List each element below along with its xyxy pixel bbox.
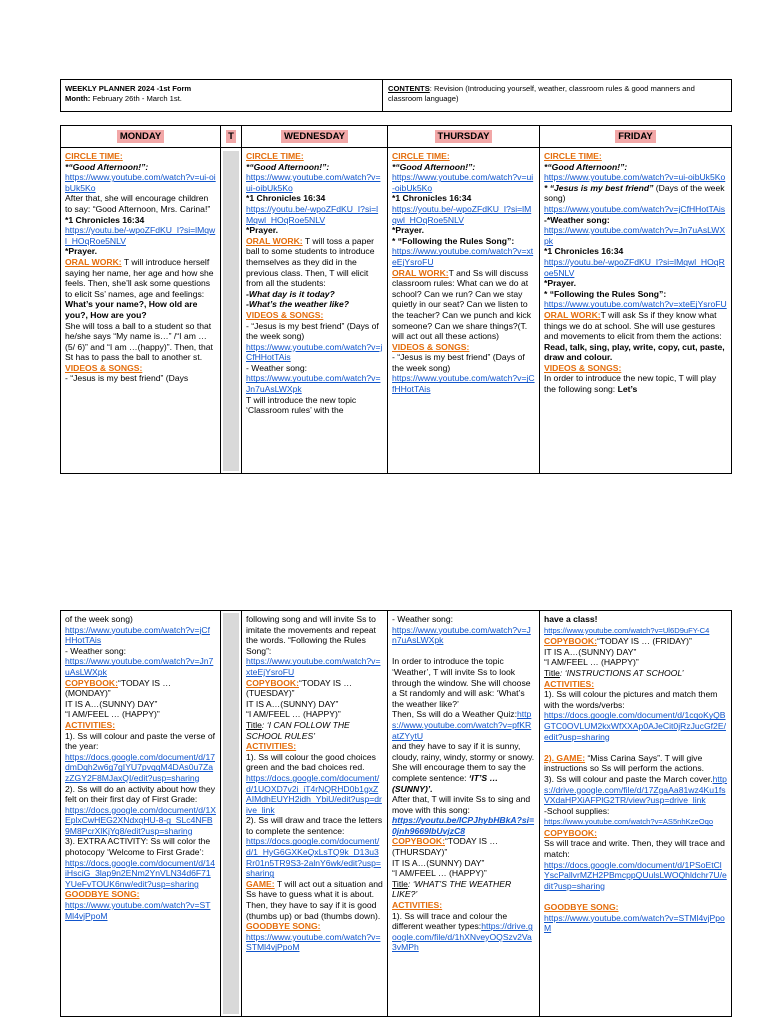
hyperlink[interactable]: https://youtu.be/-wpoZFdKU_I?si=lMqwl_HOqRoe5NLV [544, 256, 725, 278]
line [544, 679, 727, 690]
hyperlink[interactable]: https://www.youtube.com/watch?v=ui-oibUk5Ko [544, 172, 726, 183]
line [65, 225, 216, 246]
line [65, 246, 216, 257]
line [544, 806, 727, 817]
line [65, 646, 216, 657]
line [246, 299, 383, 310]
line [246, 678, 383, 699]
line [246, 773, 383, 815]
bold-text: What’s your name?, How old are you?, How are you? [65, 299, 198, 320]
hyperlink[interactable]: https://www.youtube.com/watch?v=xteEjYsroFU [392, 246, 534, 267]
line [65, 731, 216, 752]
hyperlink[interactable]: https://www.youtube.com/watch?v=Jn7uAsLWXpk [392, 624, 531, 646]
column-thursday-cont [388, 611, 540, 1016]
body-text: 3). EXTRA ACTIVITY: Ss will color the photocopy ‘Welcome to First Grade’: [65, 836, 211, 858]
hyperlink[interactable]: https://www.youtube.com/watch?v=ui-oibUk5Ko [65, 172, 216, 193]
body-text: 2). Ss will draw and trace the letters to complete the sentence: [246, 815, 383, 836]
line [392, 172, 535, 193]
body-text: In order to introduce the topic ‘Weather’, T will invite Ss to look through the window. She will choose a St randomly and will ask: ‘What’s the weather like?’ [392, 656, 531, 709]
line [65, 752, 216, 784]
line [246, 752, 383, 773]
hyperlink[interactable]: https://youtu.be/-wpoZFdKU_I?si=lMqwl_HOqRoe5NLV [246, 203, 379, 225]
bold-text: Read, talk, sing, play, write, copy, cut, paste, draw and colour. [544, 341, 725, 363]
line [392, 352, 535, 373]
body-text: 3). Ss will colour and paste the March cover. [544, 773, 713, 784]
section-heading: VIDEOS & SONGS: [65, 362, 143, 373]
line [65, 172, 216, 193]
line [65, 709, 216, 720]
section-heading: COPYBOOK: [392, 836, 445, 847]
bold-text: * “Following the Rules Song”: [392, 235, 515, 246]
column-wednesday [242, 126, 388, 473]
bold-text: have a class! [544, 614, 598, 624]
column-friday-cont [540, 611, 731, 1016]
day-header-wednesday: WEDNESDAY [242, 126, 387, 148]
column-wednesday-cont [242, 611, 388, 1016]
line [246, 321, 383, 342]
line [65, 720, 216, 731]
body-text: 1). Ss will colour the good choices green and the bad choices red. [246, 751, 376, 773]
contents-text: : Revision (Introducing yourself, weather, classroom rules & good manners and classroom language) [388, 84, 695, 103]
hyperlink[interactable]: https://www.youtube.com/watch?v=AS5nhKzeOqo [544, 817, 714, 827]
cell-wednesday-cont [242, 611, 387, 956]
hyperlink[interactable]: https://www.youtube.com/watch?v=STMl4vjPpoM [544, 912, 725, 934]
contents-label: CONTENTS [388, 84, 430, 93]
line [544, 278, 727, 289]
body-text: IT IS A…(SUNNY) DAY” [65, 698, 158, 709]
line [544, 636, 727, 647]
section-heading: VIDEOS & SONGS: [246, 309, 324, 320]
section-heading: ACTIVITIES: [65, 719, 116, 730]
line [246, 656, 383, 677]
line [246, 395, 383, 416]
section-heading: CIRCLE TIME: [65, 151, 123, 161]
line [65, 699, 216, 710]
body-text: (Days of the week song) [544, 182, 725, 204]
body-text: T will ask Ss if they know what things we do at school. She will use gestures and movements to elicit from them the actions: [544, 309, 722, 342]
line [246, 289, 383, 300]
line [65, 257, 216, 321]
line [544, 246, 727, 257]
body-text: “I AM/FEEL … (HAPPY)” [544, 657, 639, 668]
line [246, 172, 383, 193]
line [246, 921, 383, 932]
section-heading: COPYBOOK: [246, 677, 299, 688]
hyperlink[interactable]: https://docs.google.com/document/d/1UOXD7v2i_iT4rNQRHD0b1gxZAIMdhEUYH2idh_YbiU/edit?usp=drive_link [246, 772, 382, 815]
hyperlink[interactable]: https://youtu.be/-wpoZFdKU_I?si=lMqwl_HOqRoe5NLV [392, 203, 532, 225]
shaded-column [223, 151, 239, 471]
column-monday-cont [61, 611, 221, 1016]
line [392, 709, 535, 741]
body-text: -School supplies: [544, 805, 610, 816]
hyperlink[interactable]: https://docs.google.com/document/d/1cqoKyQBGTC0OVLUM2kxWfXXAp0AJeCit0jRzJucGf2E/edit?usp=sharing [544, 710, 726, 742]
line [65, 784, 216, 805]
title-label: Title [392, 878, 408, 889]
line [544, 902, 727, 913]
day-header-t: T [221, 126, 241, 148]
line [246, 932, 383, 953]
body-text: - “Jesus is my best friend” (Days of the week song) [246, 320, 379, 342]
hyperlink[interactable]: https://docs.google.com/document/d/1XEplxCwHEG2XNdxqHU-8-g_SLc4NFB9M8PcrXlKjYq8/edit?usp=sharing [65, 804, 216, 836]
title-text: : ‘WHAT’S THE WEATHER LIKE?’ [392, 878, 512, 900]
shaded-column-cont [223, 613, 239, 1014]
line [392, 794, 535, 815]
line [392, 614, 535, 625]
planner-title: WEEKLY PLANNER 2024 -1st Form [65, 84, 192, 93]
line [544, 891, 727, 902]
bold-text: ‘IT’S … (SUNNY)’. [392, 772, 499, 794]
section-heading: GOODBYE SONG: [65, 889, 140, 900]
line [65, 193, 216, 214]
cell-thursday [388, 148, 539, 398]
line [65, 321, 216, 363]
body-text: IT IS A…(SUNNY) DAY” [392, 857, 485, 868]
line [65, 858, 216, 890]
body-text: Then, Ss will do a Weather Quiz: [392, 709, 517, 720]
line [544, 204, 727, 215]
section-heading: CIRCLE TIME: [392, 151, 450, 161]
line [65, 805, 216, 837]
line [392, 236, 535, 247]
hyperlink[interactable]: https://www.youtube.com/watch?v=STMl4vjPpoM [65, 900, 211, 921]
bold-text: *1 Chronicles 16:34 [65, 214, 145, 225]
line [544, 647, 727, 658]
line [65, 836, 216, 857]
body-text: T will introduce herself saying her name, her age and how she feels. Then, she’ll ask some questions to elicit Ss’ names, age and feelings: [65, 256, 214, 299]
bold-text: *1 Chronicles 16:34 [544, 246, 624, 257]
line [246, 193, 383, 204]
line [65, 373, 216, 384]
section-heading: VIDEOS & SONGS: [392, 341, 470, 352]
line [544, 342, 727, 363]
planner-table-page1 [60, 125, 732, 474]
line [544, 742, 727, 753]
body-text: She will toss a ball to a student so that he/she says “My name is…” /“I am … (5/ 6)” and “I am …(happy)”. Then, that St has to pass the ball to another st. [65, 320, 213, 363]
title-text: : ‘I CAN FOLLOW THE SCHOOL RULES’ [246, 719, 350, 741]
line [544, 183, 727, 204]
line [65, 889, 216, 900]
body-text: IT IS A…(SUNNY) DAY” [544, 646, 637, 657]
line [246, 363, 383, 374]
body-text: 1). Ss will colour and paste the verse of the year: [65, 730, 215, 752]
body-text: T will introduce the new topic ‘Classroom rules’ with the [246, 394, 357, 416]
day-header-friday: FRIDAY [540, 126, 731, 148]
body-text: After that, she will encourage children to say: “Good Afternoon, Mrs. Carina!” [65, 193, 211, 214]
line [544, 828, 727, 839]
cell-wednesday [242, 148, 387, 419]
section-heading: GOODBYE SONG: [544, 902, 619, 913]
bold-text: *Prayer. [544, 278, 577, 289]
section-heading: ORAL WORK: [246, 235, 303, 246]
section-heading: 2). GAME: [544, 752, 586, 763]
hyperlink[interactable]: https://www.youtube.com/watch?v=Jn7uAsLWXpk [246, 373, 381, 395]
body-text: Ss will trace and write. Then, they will trace and match: [544, 838, 725, 860]
day-header-thursday: THURSDAY [388, 126, 539, 148]
column-t [221, 126, 242, 473]
line [392, 900, 535, 911]
hyperlink[interactable]: https://www.youtube.com/watch?v=pfKRatZYytU [392, 709, 532, 741]
cell-monday [61, 148, 220, 387]
section-heading: ACTIVITIES: [392, 900, 443, 911]
body-text: T and Ss will discuss classroom rules: What can we do at school? Can we run? Can we stay quietly in our seat? Can we listen to the teacher? Can we punch and kick someone? Can we share things?(T. will act out all these actions) [392, 267, 532, 342]
body-text: 1). Ss will trace and colour the different weather types: [392, 910, 508, 932]
section-heading: COPYBOOK: [544, 636, 597, 647]
body-text: “Miss Carina Says”. T will give instructions so Ss will perform the actions. [544, 752, 704, 774]
line [246, 699, 383, 710]
body-text: After that, T will invite Ss to sing and move with this song: [392, 794, 531, 815]
section-heading: ORAL WORK: [392, 267, 449, 278]
line [246, 879, 383, 921]
bold-text: *“Good Afternoon!”: [246, 161, 330, 172]
hyperlink[interactable]: https://youtu.be/lCPJhybHBkA?si=0jnh9669lbUvjzC8 [392, 815, 535, 836]
line [392, 342, 535, 353]
section-heading: COPYBOOK: [65, 677, 118, 688]
line [246, 836, 383, 878]
bold-text: -What’s the weather like? [246, 299, 349, 310]
line [544, 614, 727, 625]
body-text: T will act out a situation and Ss have to guess what it is about. Then, they have to say if it is good (thumbs up) or bad (thumbs down). [246, 878, 383, 921]
line [246, 151, 383, 162]
section-heading: GOODBYE SONG: [246, 921, 321, 932]
hyperlink[interactable]: https://www.youtube.com/watch?v=ui-oibUk5Ko [392, 172, 534, 193]
line [544, 668, 727, 679]
line [392, 268, 535, 342]
hyperlink[interactable]: https://www.youtube.com/watch?v=Ul6D9uFY-C4 [544, 625, 710, 635]
line [392, 868, 535, 879]
hyperlink[interactable]: https://docs.google.com/document/d/1PSoEtClYscPallvrMZH2PBmcppQUulsLWOQhldchr7U/edit?usp=sharing [544, 859, 727, 891]
line [246, 310, 383, 321]
line [246, 236, 383, 289]
line [65, 151, 216, 162]
hyperlink[interactable]: https://www.youtube.com/watch?v=xteEjYsroFU [544, 299, 727, 310]
line [392, 162, 535, 173]
day-header-monday: MONDAY [61, 126, 220, 148]
section-heading: ORAL WORK: [544, 309, 601, 320]
line [246, 709, 383, 720]
hyperlink[interactable]: https://docs.google.com/document/d/1_HyG6GXKeQxLsTQ9k_D13u3Rr01n5TR9S3-2alnY6wk/edit?usp=sharing [246, 836, 381, 879]
line [392, 193, 535, 204]
line [544, 625, 727, 637]
body-text: “I AM/FEEL … (HAPPY)” [65, 709, 160, 720]
line [544, 373, 727, 394]
bold-text: *“Good Afternoon!”: [65, 161, 149, 172]
bold-text: *1 Chronicles 16:34 [246, 193, 326, 204]
body-text: 1). Ss will colour the pictures and match them with the words/verbs: [544, 689, 718, 710]
line [544, 289, 727, 300]
line [544, 310, 727, 342]
section-heading: ACTIVITIES: [544, 678, 595, 689]
line [544, 838, 727, 859]
month-value: February 26th - March 1st. [92, 93, 182, 103]
section-heading: GAME: [246, 878, 275, 889]
section-heading: ACTIVITIES: [246, 741, 297, 752]
hyperlink[interactable]: https://www.youtube.com/watch?v=xteEjYsroFU [246, 656, 381, 677]
line [246, 204, 383, 225]
hyperlink[interactable]: https://www.youtube.com/watch?v=Jn7uAsLWXpk [544, 225, 726, 246]
bold-text: *Prayer. [65, 246, 98, 257]
line [544, 299, 727, 310]
body-text: “TODAY IS … (MONDAY)” [65, 677, 172, 699]
hyperlink[interactable]: https://www.youtube.com/watch?v=ui-oibUk5Ko [246, 172, 381, 193]
title-label: Title [544, 667, 560, 678]
line [544, 774, 727, 806]
line [392, 858, 535, 869]
bold-text: * “Following the Rules Song”: [544, 288, 667, 299]
line [392, 741, 535, 794]
line [544, 710, 727, 742]
hyperlink[interactable]: https://drive.google.com/file/d/1hXNveyOQSzv2Va3vMPh [392, 921, 533, 953]
line [544, 657, 727, 668]
line [246, 373, 383, 394]
body-text: - “Jesus is my best friend” (Days [65, 373, 189, 384]
body-text: - Weather song: [392, 614, 453, 624]
line [392, 911, 535, 953]
hyperlink[interactable]: https://drive.google.com/file/d/17ZgaAa81wz4Ku1fsVXdaHPXiAFPlG2TR/view?usp=drive_link [544, 773, 727, 806]
line [65, 162, 216, 173]
hyperlink[interactable]: https://docs.google.com/document/d/17dmDqh2w6g7gIYU7pvqqM4DAs0u7ZazZGY2F8MJaxQI/edit?usp=sharing [65, 751, 216, 783]
line [65, 215, 216, 226]
hyperlink[interactable]: https://www.youtube.com/watch?v=jCfHHotTAis [65, 624, 210, 646]
line [544, 225, 727, 246]
bold-text: *“Good Afternoon!”: [392, 161, 476, 172]
section-heading: VIDEOS & SONGS: [544, 362, 622, 373]
line [544, 162, 727, 173]
line [392, 646, 535, 657]
planner-header [60, 79, 732, 112]
bold-text: * “Jesus is my best friend” [544, 182, 654, 193]
section-heading: COPYBOOK: [544, 827, 597, 838]
bold-text: *1 Chronicles 16:34 [392, 193, 472, 204]
line [544, 215, 727, 226]
hyperlink[interactable]: https://www.youtube.com/watch?v=jCfHHotTAis [544, 203, 726, 214]
line [392, 246, 535, 267]
line [544, 689, 727, 710]
line [65, 625, 216, 646]
hyperlink[interactable]: https://www.youtube.com/watch?v=jCfHHotTAis [392, 373, 535, 395]
hyperlink[interactable]: https://docs.google.com/document/d/14iHsciG_3lap9n2ENm2YnVLN34d6F71YUeFvTOUK6nw/edit?usp=sharing [65, 857, 216, 889]
title-text: : ‘INSTRUCTIONS AT SCHOOL’ [559, 667, 684, 678]
line [544, 913, 727, 934]
column-t-cont [221, 611, 242, 1016]
line [392, 836, 535, 857]
body-text: - Weather song: [246, 362, 307, 373]
bold-text: *“Good Afternoon!”: [544, 161, 628, 172]
body-text: - Weather song: [65, 645, 126, 656]
line [544, 860, 727, 892]
body-text: of the week song) [65, 614, 133, 624]
cell-monday-cont [61, 611, 220, 924]
bold-text: *Prayer. [392, 225, 425, 236]
section-heading: CIRCLE TIME: [246, 151, 304, 161]
body-text: following song and will invite Ss to imitate the movements and repeat the words. “Following the Rules Song”: [246, 614, 376, 656]
line [65, 678, 216, 699]
body-text: and they have to say if it is sunny, cloudy, rainy, windy, stormy or snowy. She will encourage them to say the complete sentence: [392, 741, 535, 783]
line [392, 373, 535, 394]
body-text: - “Jesus is my best friend” (Days of the week song) [392, 352, 525, 373]
line [544, 753, 727, 774]
body-text: T will toss a paper ball to some students to introduce themselves as they did in the previous class. Then, T will elicit from all the students: [246, 235, 375, 289]
body-text: “I AM/FEEL … (HAPPY)” [392, 868, 487, 879]
body-text: IT IS A…(SUNNY) DAY” [246, 698, 339, 709]
cell-friday [540, 148, 731, 398]
line [392, 815, 535, 836]
body-text: “I AM/FEEL … (HAPPY)” [246, 709, 341, 720]
bold-text: *Prayer. [246, 225, 279, 236]
bold-text: Let’s [617, 384, 638, 395]
cell-friday-cont [540, 611, 731, 937]
line [392, 879, 535, 900]
line [392, 225, 535, 236]
line [392, 625, 535, 646]
title-label: Title [246, 719, 262, 730]
line [246, 162, 383, 173]
line [246, 720, 383, 741]
line [246, 614, 383, 656]
line [392, 204, 535, 225]
column-thursday [388, 126, 540, 473]
month-label: Month: [65, 93, 91, 103]
cell-thursday-cont [388, 611, 539, 956]
hyperlink[interactable]: https://www.youtube.com/watch?v=jCfHHotTAis [246, 341, 383, 363]
hyperlink[interactable]: https://www.youtube.com/watch?v=Jn7uAsLWXpk [65, 656, 214, 677]
line [246, 225, 383, 236]
hyperlink[interactable]: https://www.youtube.com/watch?v=STMl4vjPpoM [246, 931, 381, 953]
line [65, 363, 216, 374]
header-left-cell [61, 80, 383, 111]
line [65, 656, 216, 677]
line [392, 656, 535, 709]
body-text: “TODAY IS … (THURSDAY)” [392, 836, 499, 858]
body-text: In order to introduce the new topic, T will play the following song: [544, 373, 717, 395]
section-heading: ORAL WORK: [65, 256, 122, 267]
column-monday [61, 126, 221, 473]
line [544, 257, 727, 278]
line [544, 151, 727, 162]
line [65, 900, 216, 921]
body-text: “TODAY IS … (TUESDAY)” [246, 677, 353, 699]
header-right-cell [383, 80, 731, 111]
hyperlink[interactable]: https://youtu.be/-wpoZFdKU_I?si=lMqwl_HOqRoe5NLV [65, 225, 216, 246]
line [246, 815, 383, 836]
line [65, 614, 216, 625]
section-heading: CIRCLE TIME: [544, 151, 602, 161]
planner-table-page2 [60, 610, 732, 1017]
body-text: 2). Ss will do an activity about how they felt on their first day of First Grade: [65, 783, 215, 805]
line [392, 151, 535, 162]
body-text: “TODAY IS … (FRIDAY)” [597, 636, 692, 647]
bold-text: -*Weather song: [544, 214, 610, 225]
bold-text: -What day is it today? [246, 288, 335, 299]
line [246, 741, 383, 752]
column-friday [540, 126, 731, 473]
line [544, 363, 727, 374]
line [544, 816, 727, 828]
line [544, 172, 727, 183]
line [246, 342, 383, 363]
